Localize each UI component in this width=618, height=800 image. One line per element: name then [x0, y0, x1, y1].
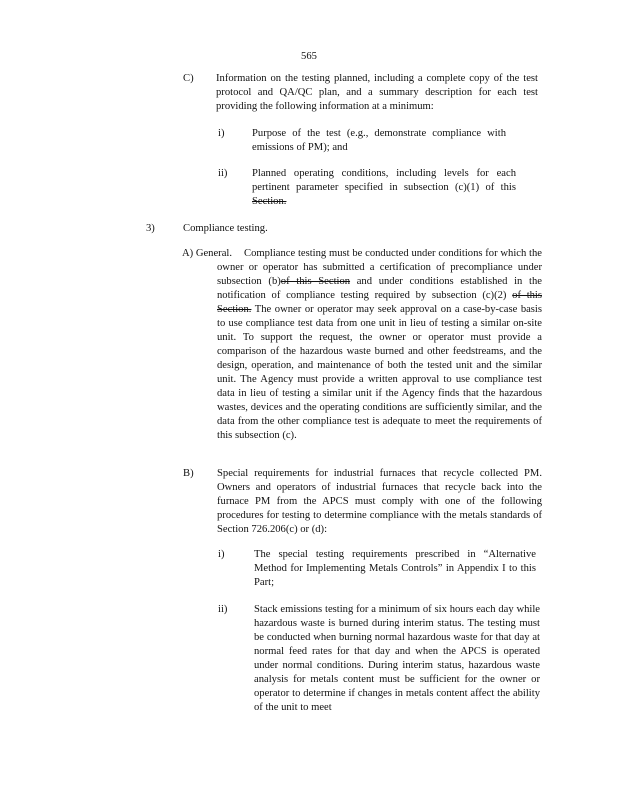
item-3b-i-text: The special testing requirements prescribed in “Alternative Method for Implementing Metals Controls” in Appendix I to this Part;: [254, 549, 536, 588]
item-c-ii-text: Planned operating conditions, including levels for each pertinent parameter specified in subsection (c)(1) of this: [252, 168, 516, 193]
item-3b-i-label: i): [218, 549, 225, 560]
item-3a-text-1: Compliance testing must be conducted under conditions for which the owner or operator has submitted a certification of precompliance under subsection (b): [217, 248, 542, 287]
item-c-text: Information on the testing planned, including a complete copy of the test protocol and QA/QC plan, and a summary description for each test providing the following information at a minimum:: [216, 73, 538, 112]
item-c-ii-paragraph: [252, 167, 516, 209]
item-3a-strikethrough-1: of this Section: [280, 276, 351, 287]
item-3a-text-2: and under conditions established in the notification of compliance testing required by subsection (c)(2): [217, 276, 542, 301]
item-3b-ii-label: ii): [218, 604, 228, 615]
item-3a-label: A) General.: [182, 248, 232, 259]
item-3a-paragraph: [217, 247, 542, 443]
item-c-label: C): [183, 73, 194, 84]
item-3b-text: Special requirements for industrial furnaces that recycle collected PM. Owners and operators of industrial furnaces that recycle back into the furnace PM from the APCS must comply with one of the following procedures for testing to determine compliance with the metals standards of Section 726.206(c) or (d):: [217, 468, 542, 535]
item-3-heading: Compliance testing.: [183, 223, 268, 234]
item-c-ii-label: ii): [218, 168, 228, 179]
item-3b-ii-text: Stack emissions testing for a minimum of six hours each day while hazardous waste is burned during interim status. The testing must be conducted when burning normal hazardous waste for that day at normal feed rates for that day and when the APCS is operated under normal conditions. During interim status, hazardous waste analysis for metals content must be sufficient for the owner or operator to determine if changes in metals content affect the ability of the unit to meet: [254, 604, 540, 713]
item-c-i-text: Purpose of the test (e.g., demonstrate compliance with emissions of PM); and: [252, 128, 506, 153]
item-c-ii-strikethrough: Section.: [252, 196, 287, 207]
item-c-i-label: i): [218, 128, 225, 139]
item-3a-text-3: The owner or operator may seek approval on a case-by-case basis to use compliance test data from one unit in lieu of testing a similar on-site unit. To support the request, the owner or operator must provide a comparison of the hazardous waste burned and other feedstreams, and the design, operation, and maintenance of both the tested unit and the similar unit. The Agency must provide a written approval to use compliance test data in lieu of testing a similar unit if the Agency finds that the hazardous wastes, devices and the operating conditions are sufficiently similar, and the data from the other compliance test is adequate to meet the requirements of this subsection (c).: [217, 304, 542, 441]
page-number: 565: [301, 51, 317, 62]
item-3-label: 3): [146, 223, 155, 234]
item-3b-label: B): [183, 468, 194, 479]
item-3a-strikethrough-2: of this Section.: [217, 290, 542, 315]
